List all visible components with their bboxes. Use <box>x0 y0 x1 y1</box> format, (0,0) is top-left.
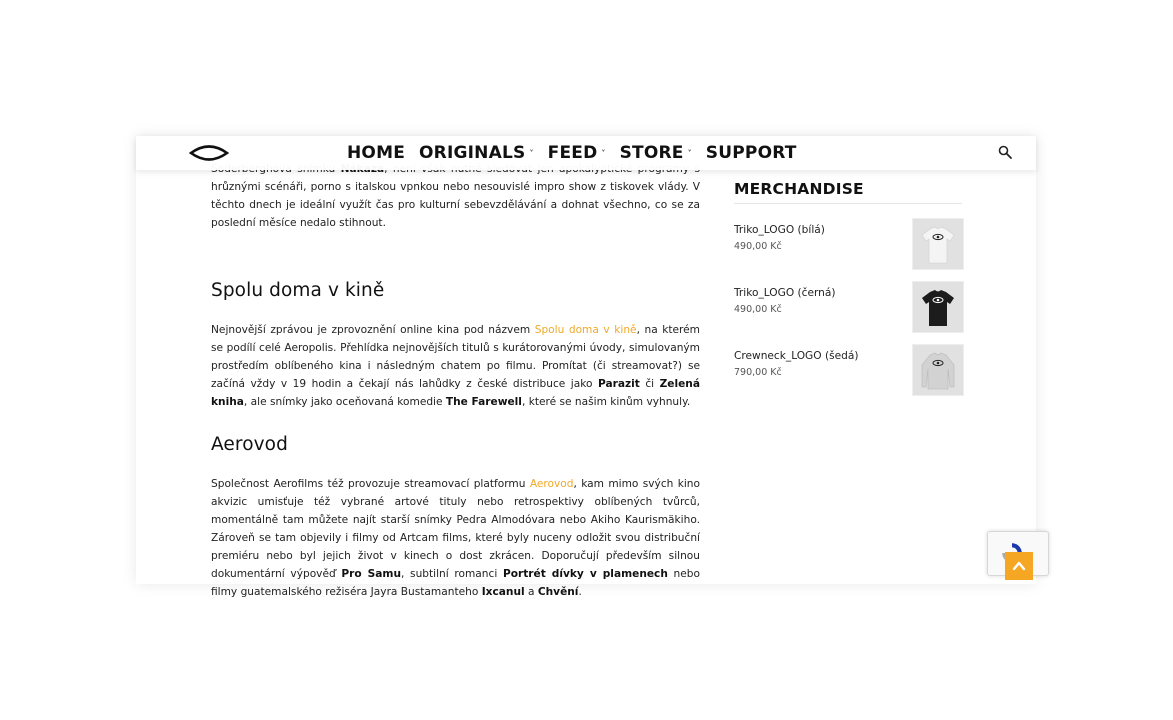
nav-label: SUPPORT <box>705 143 797 163</box>
tshirt-white-icon[interactable] <box>912 218 964 270</box>
film-title: Chvění <box>537 586 579 598</box>
text: , které se našim kinům vyhnuly. <box>521 396 691 408</box>
main-nav <box>347 143 811 163</box>
text: . <box>578 586 582 598</box>
product-name[interactable]: Triko_LOGO (bílá) <box>734 224 825 236</box>
browser-window <box>136 136 1036 598</box>
text: , kam mimo svých kino akvizic umisťuje též vybrané artové tituly nebo retrospektivy oblíbených tvůrců, momentálně tam můžete najít starší snímky Pedra Almodóvara nebo Akiho Kaurismäkiho. Zároveň se tam objevily i filmy od Artcam films, které byly nuceny odložit svou distribuční premiéru nebo byl jejich život v kinech o dost zkrácen. Doporučují především silnou dokumentární výpověď <box>211 478 700 580</box>
article-paragraph-spolu <box>211 321 700 411</box>
chevron-down-icon: ˅ <box>529 148 534 158</box>
text: , subtilní romanci <box>401 568 503 580</box>
nav-home[interactable] <box>347 143 405 163</box>
section-heading-aerovod: Aerovod <box>211 434 288 455</box>
text: , ale snímky jako oceňovaná komedie <box>243 396 446 408</box>
back-to-top-button[interactable] <box>1005 552 1033 580</box>
product-item[interactable] <box>734 224 962 287</box>
text: nebo filmy guatemalského režiséra Jayra Bustamanteho <box>211 568 700 598</box>
film-title: Parazit <box>597 378 640 390</box>
chevron-down-icon: ˅ <box>687 148 692 158</box>
nav-label: ORIGINALS <box>419 143 526 163</box>
nav-feed[interactable] <box>548 143 606 163</box>
article-intro-paragraph <box>211 160 700 232</box>
text: , na kterém se podílí celé Aeropolis. Přehlídka nejnovějších titulů s kurátorovanými úvody, simulovaným prostředím oblíbeného kina i následným chatem po filmu. Promítat (či streamovat?) se začíná vždy v 19 hodin a čekají nás lahůdky z české distribuce jako <box>211 324 700 390</box>
product-price: 490,00 Kč <box>734 241 782 252</box>
sidebar-merchandise <box>734 180 962 413</box>
article-paragraph-aerovod <box>211 475 700 601</box>
nav-support[interactable] <box>706 143 797 163</box>
text: Nejnovější zprávou je zprovoznění online kina pod názvem <box>211 324 535 336</box>
tshirt-black-icon[interactable] <box>912 281 964 333</box>
section-heading-spolu: Spolu doma v kině <box>211 280 385 301</box>
nav-store[interactable] <box>620 143 692 163</box>
product-price: 490,00 Kč <box>734 304 782 315</box>
film-title: The Farewell <box>445 396 522 408</box>
spolu-doma-link[interactable]: Spolu doma v kině <box>534 324 637 336</box>
film-title: Ixcanul <box>481 586 525 598</box>
product-item[interactable] <box>734 287 962 350</box>
nav-label: STORE <box>619 143 684 163</box>
text: a <box>524 586 538 598</box>
film-title: Pro Samu <box>341 568 401 580</box>
film-title: Portrét dívky v plamenech <box>502 568 668 580</box>
chevron-up-icon <box>1012 559 1026 573</box>
product-item[interactable] <box>734 350 962 413</box>
aerovod-link[interactable]: Aerovod <box>529 478 574 490</box>
crewneck-grey-icon[interactable] <box>912 344 964 396</box>
text: Společnost Aerofilms též provozuje streamovací platformu <box>211 478 530 490</box>
search-icon[interactable] <box>998 145 1012 159</box>
product-list <box>734 224 962 413</box>
product-price: 790,00 Kč <box>734 367 782 378</box>
nav-originals[interactable] <box>419 143 534 163</box>
film-title: Zelená kniha <box>211 378 700 408</box>
text: hrůznými scénáři, porno s italskou vpnkou nebo nesouvislé impro show z tiskovek vlády. V těchto dnech je ideální využít čas pro kulturní sebevzdělávání a dohnat všechno, co se za poslední měsíce nedalo stihnout. <box>211 181 700 229</box>
nav-label: HOME <box>347 143 406 163</box>
nav-label: FEED <box>547 143 598 163</box>
text: či <box>639 378 660 390</box>
site-header <box>136 136 1036 170</box>
sidebar-title: MERCHANDISE <box>734 180 962 204</box>
product-name[interactable]: Crewneck_LOGO (šedá) <box>734 350 859 362</box>
eye-logo-icon[interactable] <box>189 143 229 163</box>
product-name[interactable]: Triko_LOGO (černá) <box>734 287 836 299</box>
chevron-down-icon: ˅ <box>601 148 606 158</box>
